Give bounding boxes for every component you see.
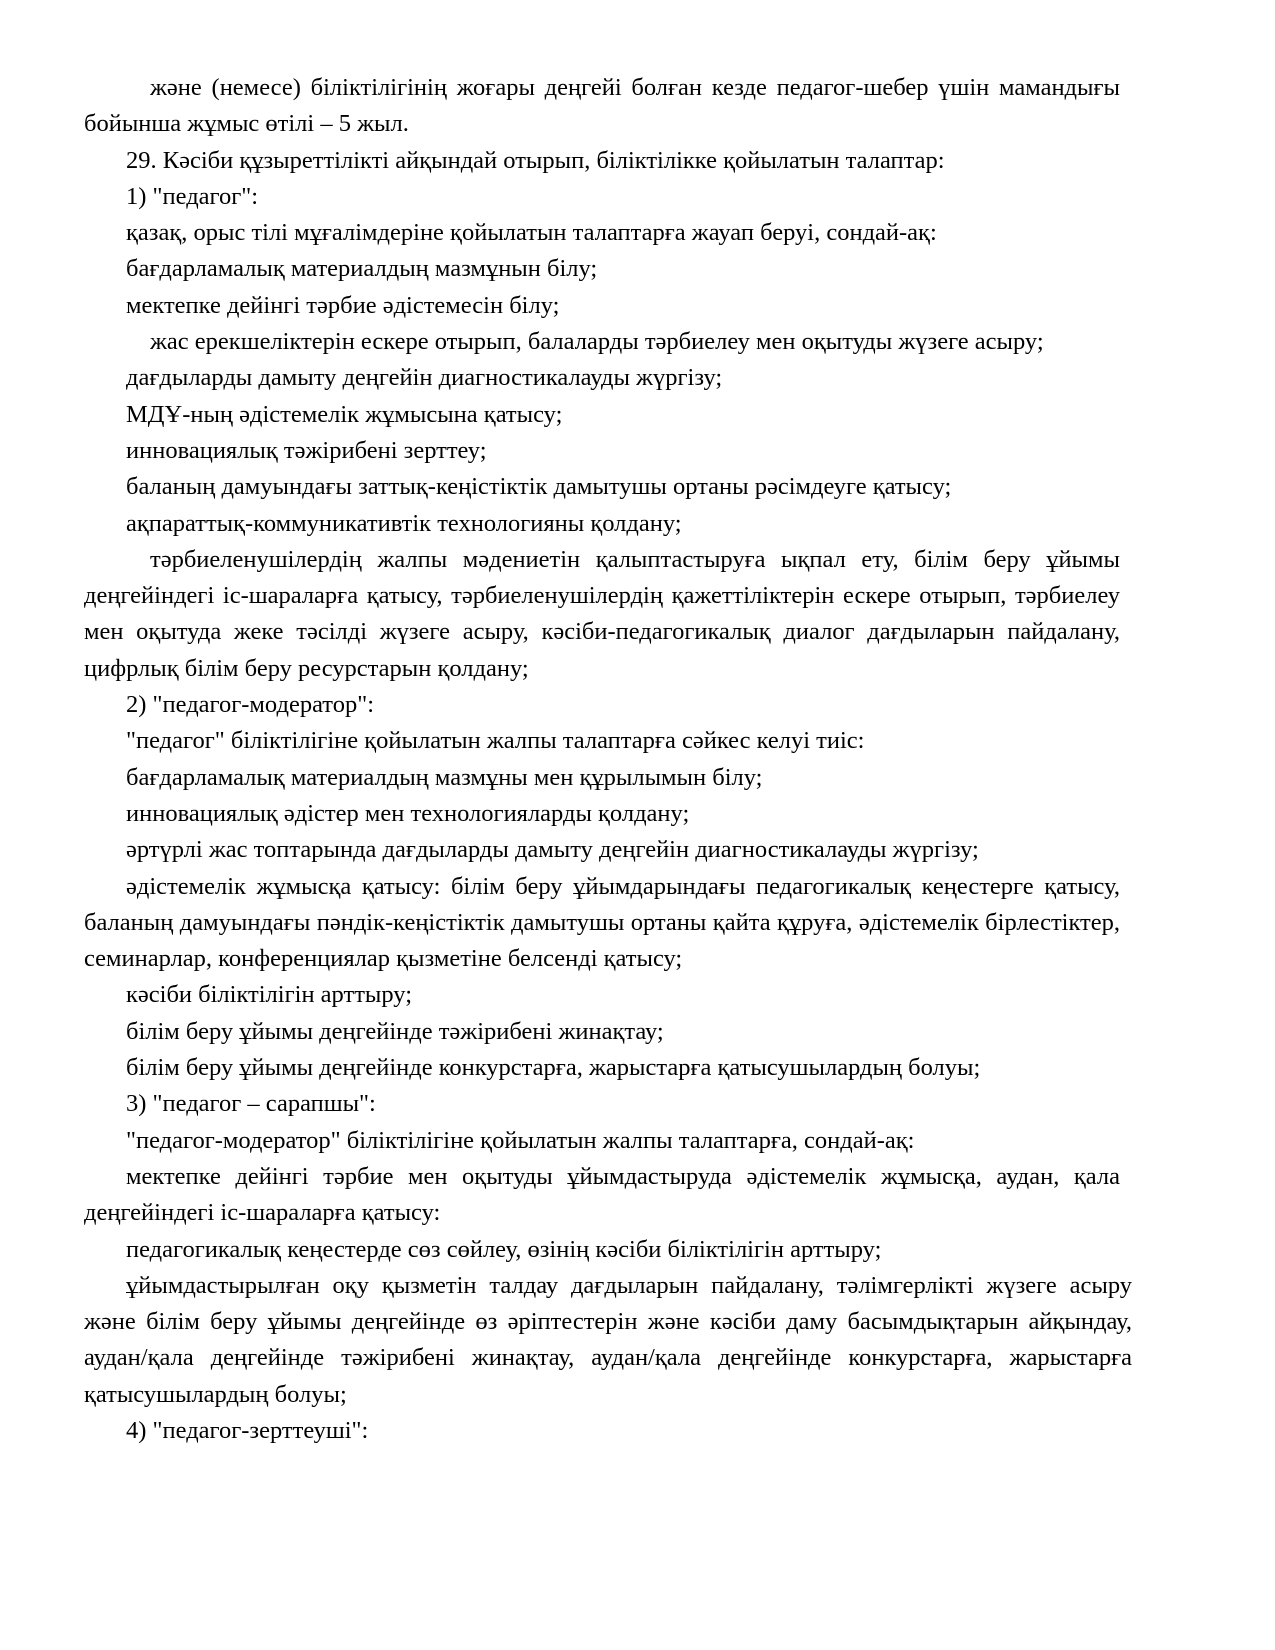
paragraph: МДҰ-ның әдістемелік жұмысына қатысу; — [126, 400, 563, 428]
paragraph: инновациялық тәжірибені зерттеу; — [126, 436, 487, 464]
paragraph: педагогикалық кеңестерде сөз сөйлеу, өзінің кәсіби біліктілігін арттыру; — [126, 1235, 882, 1263]
paragraph: және (немесе) біліктілігінің жоғары деңгейі болған кезде педагог-шебер үшін мамандығы бойынша жұмыс өтілі – 5 жыл. — [84, 74, 1120, 138]
paragraph: 29. Кәсіби құзыреттілікті айқындай отырып, біліктілікке қойылатын талаптар: — [126, 146, 945, 174]
paragraph: баланың дамуындағы заттық-кеңістіктік дамытушы ортаны рәсімдеуге қатысу; — [126, 473, 952, 501]
paragraph: инновациялық әдістер мен технологияларды қолдану; — [126, 799, 690, 827]
paragraph: мектепке дейінгі тәрбие мен оқытуды ұйымдастыруда әдістемелік жұмысқа, аудан, қала деңгейіндегі іс-шараларға қатысу: — [84, 1162, 1120, 1227]
paragraph: ұйымдастырылған оқу қызметін талдау дағдыларын пайдалану, тәлімгерлікті жүзеге асыру және білім беру ұйымы деңгейінде өз әріптестерін және кәсіби даму басымдықтарын айқындау, аудан/қала деңгейінде тәжірибені жинақтау, аудан/қала деңгейінде конкурстарға, жарыстарға қатысушылардың болуы; — [84, 1271, 1132, 1408]
paragraph: әдістемелік жұмысқа қатысу: білім беру ұйымдарындағы педагогикалық кеңестерге қатысу, баланың дамуындағы пәндік-кеңістіктік дамытушы ортаны қайта құруға, әдістемелік бірлестіктер, семинарлар, конференциялар қызметіне белсенді қатысу; — [84, 872, 1120, 973]
paragraph: бағдарламалық материалдың мазмұны мен құрылымын білу; — [126, 763, 763, 791]
paragraph: "педагог" біліктілігіне қойылатын жалпы талаптарға сәйкес келуі тиіс: — [126, 727, 865, 755]
document-page — [84, 70, 1132, 1449]
paragraph: 4) "педагог-зерттеуші": — [126, 1416, 369, 1444]
paragraph: мектепке дейінгі тәрбие әдістемесін білу; — [126, 291, 560, 319]
paragraph: "педагог-модератор" біліктілігіне қойылатын жалпы талаптарға, сондай-ақ: — [126, 1126, 915, 1154]
paragraph: 2) "педагог-модератор": — [126, 691, 375, 719]
paragraph: дағдыларды дамыту деңгейін диагностикалауды жүргізу; — [126, 364, 723, 392]
paragraph: тәрбиеленушілердің жалпы мәдениетін қалыптастыруға ықпал ету, білім беру ұйымы деңгейіндегі іс-шараларға қатысу, тәрбиеленушілердің қажеттіліктерін ескере отырып, тәрбиелеу мен оқытуда жеке тәсілді жүзеге асыру, кәсіби-педагогикалық диалог дағдыларын пайдалану, цифрлық білім беру ресурстарын қолдану; — [84, 545, 1120, 682]
paragraph: жас ерекшеліктерін ескере отырып, балаларды тәрбиелеу мен оқытуды жүзеге асыру; — [150, 328, 1044, 356]
paragraph: әртүрлі жас топтарында дағдыларды дамыту деңгейін диагностикалауды жүргізу; — [126, 836, 979, 864]
paragraph: 3) "педагог – сарапшы": — [126, 1090, 376, 1118]
paragraph: қазақ, орыс тілі мұғалімдеріне қойылатын талаптарға жауап беруі, сондай-ақ: — [126, 219, 937, 247]
paragraph: бағдарламалық материалдың мазмұнын білу; — [126, 255, 598, 283]
paragraph: білім беру ұйымы деңгейінде тәжірибені жинақтау; — [126, 1017, 664, 1045]
paragraph: кәсіби біліктілігін арттыру; — [126, 981, 413, 1009]
paragraph: 1) "педагог": — [126, 182, 259, 210]
paragraph: білім беру ұйымы деңгейінде конкурстарға, жарыстарға қатысушылардың болуы; — [126, 1054, 981, 1082]
paragraph: ақпараттық-коммуникативтік технологияны қолдану; — [126, 509, 682, 537]
